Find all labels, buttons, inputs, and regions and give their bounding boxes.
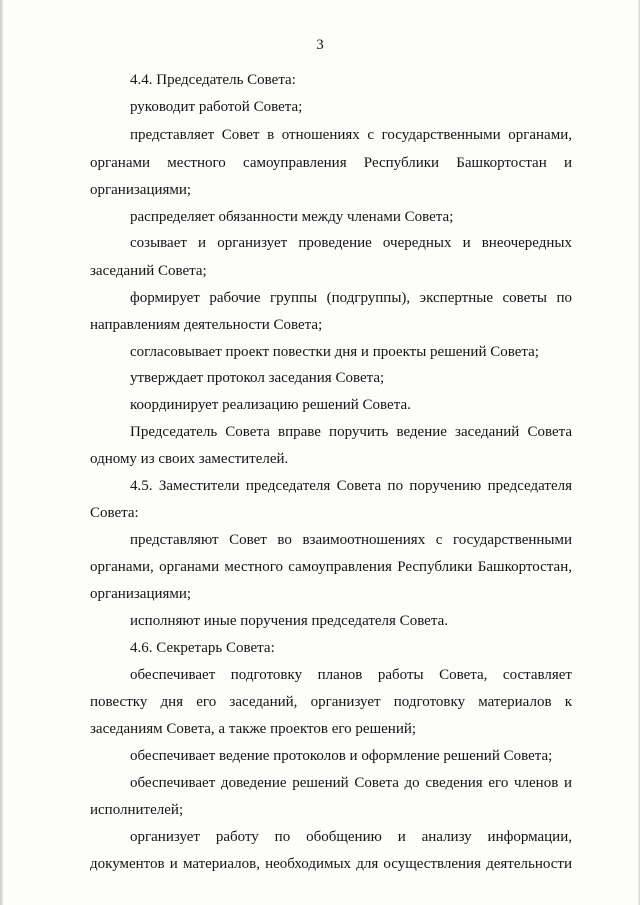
secretary-duty-3-line-1: обеспечивает доведение решений Совета до сведения его членов и [130,775,572,791]
section-4-5-heading-line-1: 4.5. Заместители председателя Совета по поручению председателя [130,478,572,494]
chairman-duty-6: согласовывает проект повестки дня и проекты решений Совета; [130,344,539,360]
secretary-duty-4-line-2: документов и материалов, необходимых для осуществления деятельности [90,856,572,872]
secretary-duty-1-line-1: обеспечивает подготовку планов работы Совета, составляет [130,667,572,683]
secretary-duty-1-line-3: заседаниям Совета, а также проектов его решений; [90,721,417,737]
scan-edge-left [0,0,3,905]
chairman-delegation-line-1: Председатель Совета вправе поручить ведение заседаний Совета [130,424,572,440]
deputy-duty-1-line-3: организациями; [90,586,192,602]
chairman-duty-2-line-2: органами местного самоуправления Республики Башкортостан и [90,155,572,171]
page-number: 3 [316,37,324,53]
section-4-4-heading: 4.4. Председатель Совета: [130,72,296,88]
chairman-duty-5-line-2: направлениям деятельности Совета; [90,317,323,333]
deputy-duty-1-line-1: представляют Совет во взаимоотношениях с государственными [130,532,572,548]
chairman-duty-7: утверждает протокол заседания Совета; [130,370,385,386]
deputy-duty-1-line-2: органами, органами местного самоуправления Республики Башкортостан, [90,559,572,575]
chairman-duty-8: координирует реализацию решений Совета. [130,397,411,413]
chairman-duty-4-line-1: созывает и организует проведение очередных и внеочередных [130,235,572,251]
chairman-duty-3: распределяет обязанности между членами Совета; [130,209,454,225]
section-4-6-heading: 4.6. Секретарь Совета: [130,640,275,656]
chairman-duty-2-line-3: организациями; [90,182,192,198]
secretary-duty-3-line-2: исполнителей; [90,802,184,818]
secretary-duty-4-line-1: организует работу по обобщению и анализу информации, [130,829,572,845]
chairman-duty-2-line-1: представляет Совет в отношениях с государственными органами, [130,127,572,143]
section-4-5-heading-line-2: Совета: [90,505,139,521]
secretary-duty-1-line-2: повестку дня его заседаний, организует подготовку материалов к [90,694,572,710]
chairman-duty-4-line-2: заседаний Совета; [90,263,207,279]
secretary-duty-2: обеспечивает ведение протоколов и оформление решений Совета; [130,748,553,764]
chairman-duty-5-line-1: формирует рабочие группы (подгруппы), экспертные советы по [130,290,572,306]
chairman-delegation-line-2: одному из своих заместителей. [90,451,289,467]
chairman-duty-1: руководит работой Совета; [130,99,303,115]
deputy-duty-2: исполняют иные поручения председателя Совета. [130,613,448,629]
